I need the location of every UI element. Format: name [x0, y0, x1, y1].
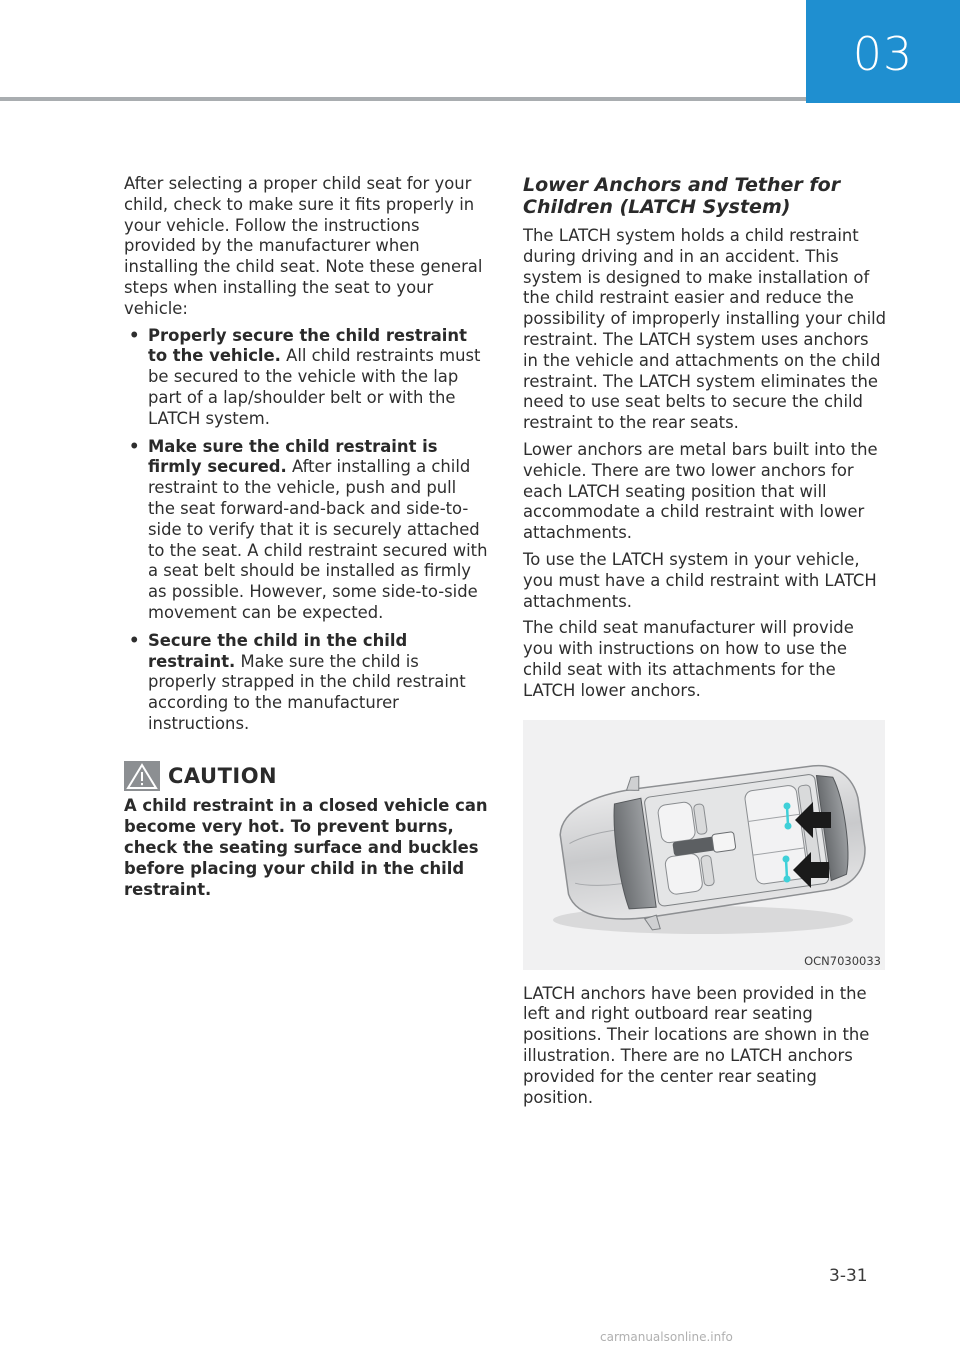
header-rule — [0, 97, 806, 101]
chapter-number: 03 — [852, 26, 914, 81]
bullet-text: All child restraints must be secured to the vehicle with the lap part of a lap/shoulder belt or with the LATCH system. — [148, 346, 481, 428]
bullet-item — [124, 437, 488, 624]
left-column — [124, 174, 488, 900]
bullet-item — [124, 326, 488, 430]
body-paragraph: To use the LATCH system in your vehicle, you must have a child restraint with LATCH attachments. — [523, 549, 877, 611]
right-column — [523, 174, 887, 1114]
bullet-text: Make sure the child is properly strapped in the child restraint according to the manufacturer instructions. — [148, 651, 466, 733]
bullet-item — [124, 631, 488, 735]
chapter-tab — [806, 0, 960, 103]
latch-illustration — [523, 720, 885, 970]
caution-title: CAUTION — [168, 763, 278, 788]
bullet-heading: Secure the child in the child restraint. — [148, 630, 408, 671]
intro-paragraph: After selecting a proper child seat for your child, check to make sure it fits properly in your vehicle. Follow the instructions provided by the manufacturer when installing the child seat. Note these general steps when installing the seat to your vehicle: — [124, 174, 483, 318]
figure-code: OCN7030033 — [804, 953, 881, 968]
section-title: Lower Anchors and Tether for Children (LATCH System) — [523, 174, 841, 218]
body-paragraph: Lower anchors are metal bars built into the vehicle. There are two lower anchors for each LATCH seating position that will accommodate a child restraint with lower attachments. — [523, 439, 878, 543]
caution-header — [124, 761, 488, 791]
body-paragraph: The child seat manufacturer will provide you with instructions on how to use the child seat with its attachments for the LATCH lower anchors. — [523, 618, 854, 700]
watermark: carmanualsonline.info — [600, 1330, 733, 1344]
car-top-view-illustration — [523, 720, 885, 970]
warning-icon — [124, 761, 160, 791]
page-number: 3-31 — [829, 1266, 868, 1286]
bullet-dot: • — [129, 630, 140, 650]
after-figure-paragraph: LATCH anchors have been provided in the left and right outboard rear seating positions. Their locations are shown in the illustration. There are no LATCH anchors provided for the center rear seating position. — [523, 983, 870, 1107]
body-paragraph: The LATCH system holds a child restraint during driving and in an accident. This system is designed to make installation of the child restraint easier and reduce the possibility of improperly installing your child restraint. The LATCH system uses anchors in the vehicle and attachments on the child restraint. The LATCH system eliminates the need to use seat belts to secure the child restraint to the rear seats. — [523, 226, 887, 433]
bullet-text: After installing a child restraint to the vehicle, push and pull the seat forward-and-back and side-to-side to verify that it is securely attached to the seat. A child restraint secured with a seat belt should be installed as firmly as possible. However, some side-to-side movement can be expected. — [148, 457, 488, 622]
bullet-heading: Make sure the child restraint is firmly secured. — [148, 436, 438, 477]
bullet-heading: Properly secure the child restraint to the vehicle. — [148, 325, 467, 366]
caution-text: A child restraint in a closed vehicle can become very hot. To prevent burns, check the seating surface and buckles before placing your child in the child restraint. — [124, 795, 488, 899]
bullet-dot: • — [129, 325, 140, 345]
bullet-dot: • — [129, 436, 140, 456]
